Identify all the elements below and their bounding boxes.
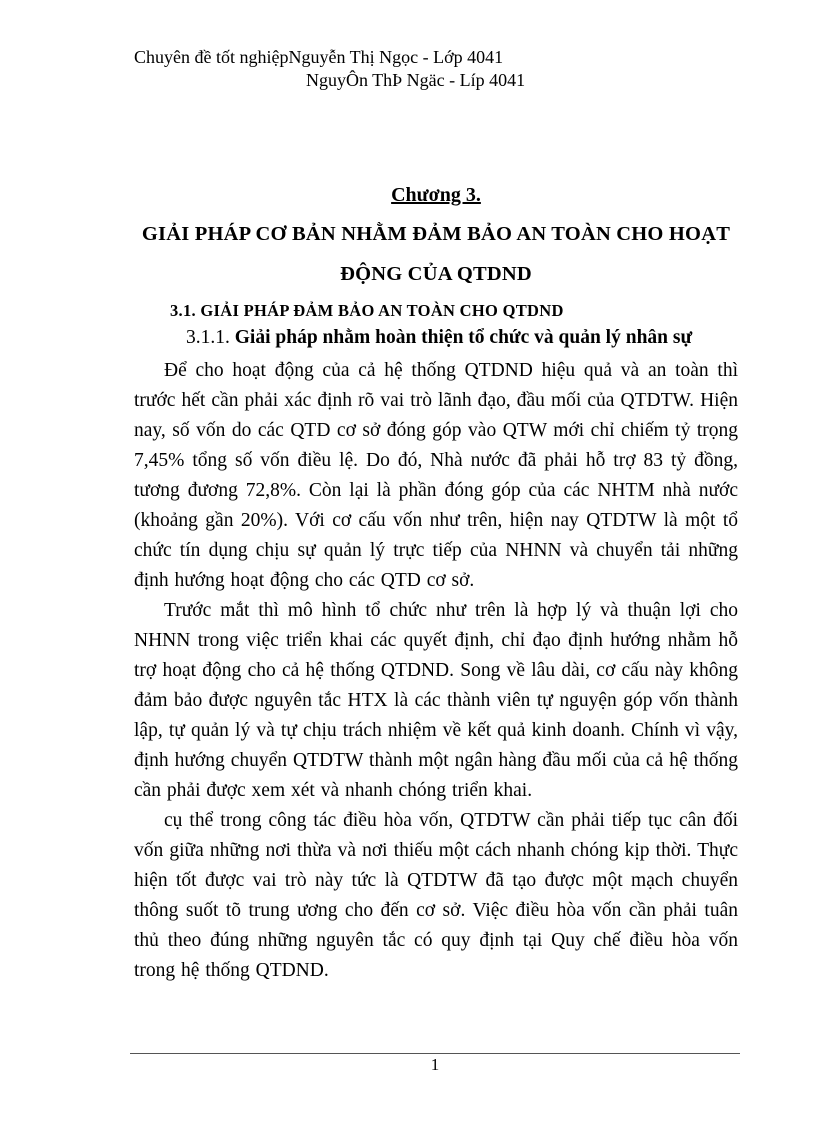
paragraph-1: Để cho hoạt động của cả hệ thống QTDND hiệu quả và an toàn thì trước hết cần phải xác định rõ vai trò lãnh đạo, đầu mối của QTDTW. Hiện nay, số vốn do các QTD cơ sở đóng góp vào QTW mới chỉ chiếm tỷ trọng 7,45% tổng số vốn điều lệ. Do đó, Nhà nước đã phải hỗ trợ 83 tỷ đồng, tương đương 72,8%. Còn lại là phần đóng góp của các NHTM nhà nước (khoảng gần 20%). Với cơ cấu vốn như trên, hiện nay QTDTW là một tổ chức tín dụng chịu sự quản lý trực tiếp của NHNN và chuyển tải những định hướng hoạt động cho các QTD cơ sở. [134, 360, 738, 591]
paragraph-2: Trước mắt thì mô hình tổ chức như trên là hợp lý và thuận lợi cho NHNN trong việc triển khai các quyết định, chỉ đạo định hướng nhằm hỗ trợ hoạt động cho cả hệ thống QTDND. Song về lâu dài, cơ cấu này không đảm bảo được nguyên tắc HTX là các thành viên tự nguyện góp vốn thành lập, tự quản lý và tự chịu trách nhiệm về kết quả kinh doanh. Chính vì vậy, định hướng chuyển QTDTW thành một ngân hàng đầu mối của cả hệ thống cần phải được xem xét và nhanh chóng triển khai. [134, 600, 738, 801]
subsection-heading-3-1-1 [186, 327, 692, 349]
section-heading-3-1: 3.1. GIẢI PHÁP ĐẢM BẢO AN TOÀN CHO QTDND [170, 301, 564, 320]
body-text [134, 356, 738, 986]
chapter-number-heading: Chương 3. [391, 184, 481, 206]
subsection-number: 3.1.1. [186, 327, 235, 348]
chapter-title: GIẢI PHÁP CƠ BẢN NHẰM ĐẢM BẢO AN TOÀN CHO HOẠT ĐỘNG CỦA QTDND [141, 223, 731, 285]
header-line-1: Chuyên đề tốt nghiệpNguyễn Thị Ngọc - Lớp 4041 [134, 47, 504, 67]
chapter-block [134, 184, 738, 294]
page-header [134, 46, 525, 92]
subsection-title: Giải pháp nhằm hoàn thiện tổ chức và quản lý nhân sự [234, 327, 693, 348]
page-number: 1 [430, 1055, 440, 1074]
header-line-2: NguyÔn ThÞ Ngäc - Líp 4041 [306, 70, 526, 90]
paragraph-3: cụ thể trong công tác điều hòa vốn, QTDTW cần phải tiếp tục cân đối vốn giữa những nơi thừa và nơi thiếu một cách nhanh chóng kịp thời. Thực hiện tốt được vai trò này tức là QTDTW đã tạo được một mạch chuyển thông suốt tõ trung ương cho đến cơ sở. Việc điều hòa vốn cần phải tuân thủ theo đúng những nguyên tắc có quy định tại Quy chế điều hòa vốn trong hệ thống QTDND. [134, 810, 738, 981]
page-footer [130, 1053, 740, 1075]
